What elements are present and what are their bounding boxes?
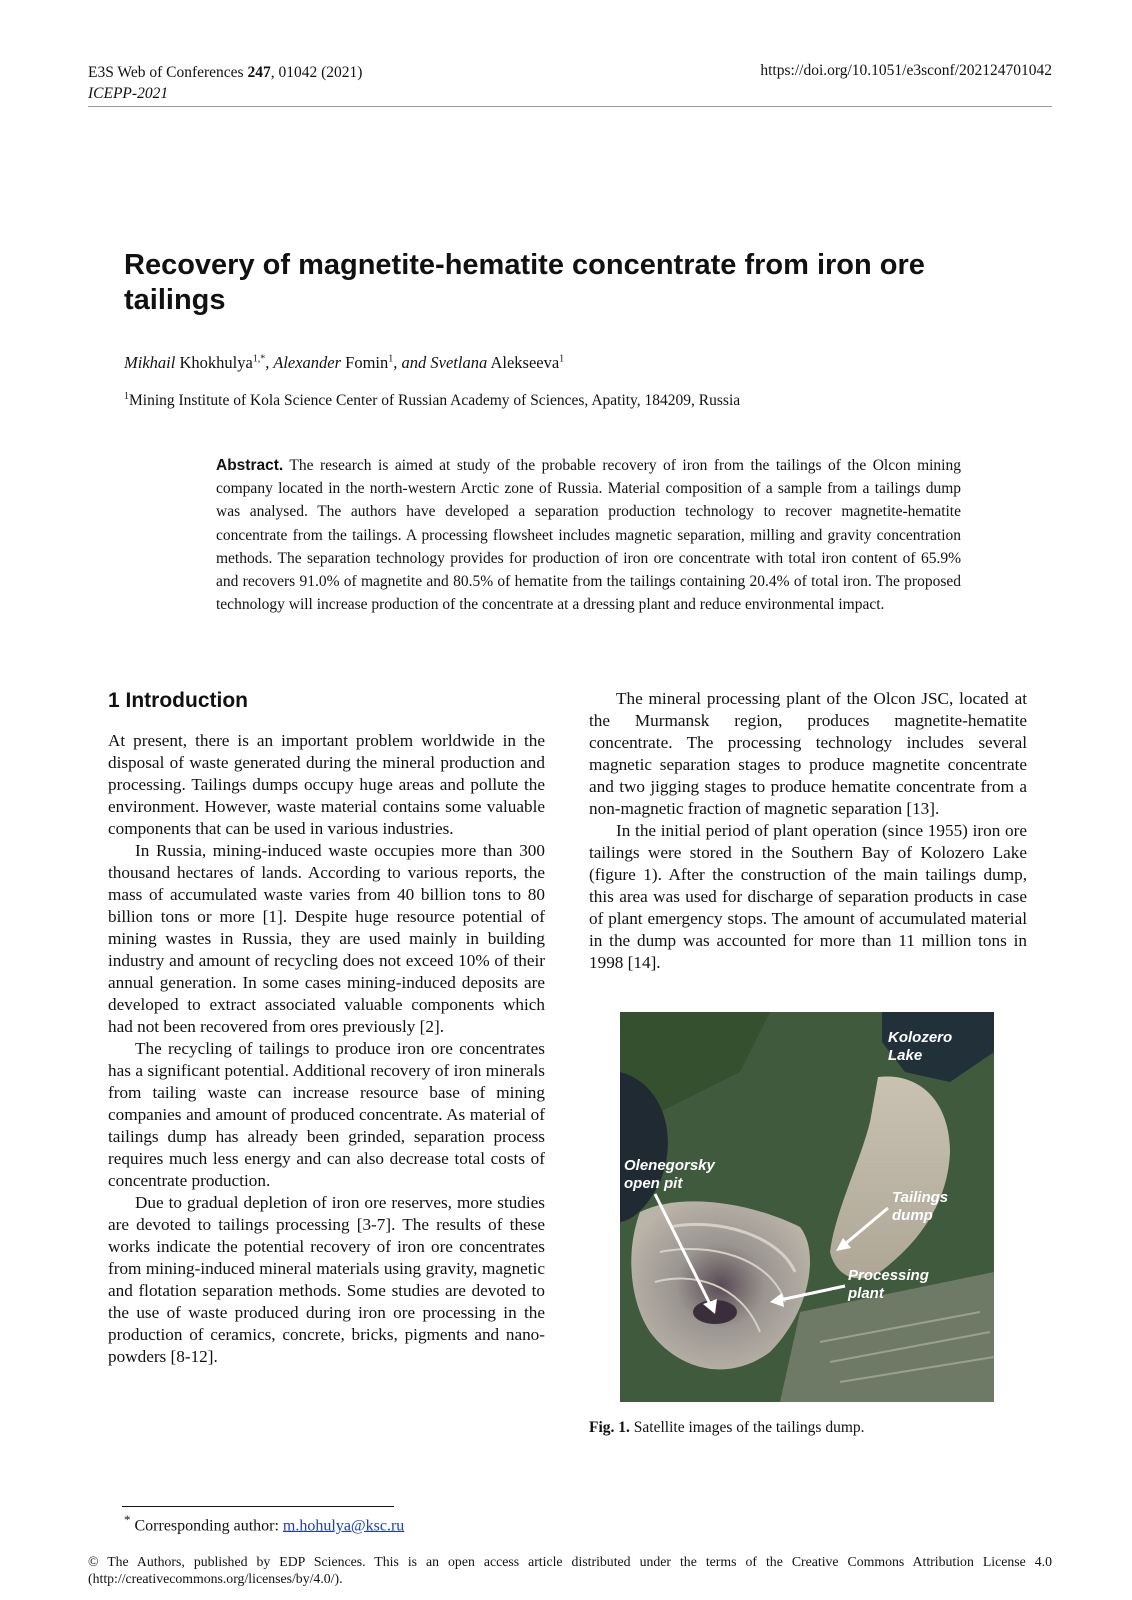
satellite-map bbox=[620, 1012, 994, 1402]
label-open-pit: open pit bbox=[624, 1175, 683, 1192]
right-column bbox=[589, 688, 1027, 974]
label-tailings: Tailings bbox=[892, 1189, 949, 1206]
label-processing: Processing bbox=[848, 1267, 929, 1284]
header-divider bbox=[88, 106, 1052, 107]
paragraph: At present, there is an important problem worldwide in the disposal of waste generated during the mineral production and processing. Tailings dumps occupy huge areas and pollute the environment. However, waste material contains some valuable components that can be used in various industries. bbox=[108, 731, 545, 838]
label-lake: Lake bbox=[888, 1047, 923, 1064]
abstract-text: The research is aimed at study of the probable recovery of iron from the tailings of the Olcon mining company located in the north-western Arctic zone of Russia. Material composition of a sample from a tailings dump was analysed. The authors have developed a separation production technology to recover magnetite-hematite concentrate from the tailings. A processing flowsheet includes magnetic separation, milling and gravity concentration methods. The separation technology provides for production of iron ore concentrate with total iron content of 65.9% and recovers 91.0% of magnetite and 80.5% of hematite from the tailings containing 20.4% of total iron. The proposed technology will increase production of the concentrate at a dressing plant and reduce environmental impact. bbox=[216, 457, 961, 614]
paragraph: The mineral processing plant of the Olcon JSC, located at the Murmansk region, produces magnetite-hematite concentrate. The processing technology includes several magnetic separation stages to produce magnetite concentrate and two jigging stages to produce hematite concentrate from a non-magnetic fraction of magnetic separation [13]. bbox=[589, 689, 1027, 818]
label-olenegorsky: Olenegorsky bbox=[624, 1157, 715, 1174]
section-heading: 1 Introduction bbox=[108, 689, 248, 712]
affiliation: $^1$Mining Institute of Kola Science Center of Russian Academy of Sciences, Apatity, 184209, Russia bbox=[124, 390, 741, 409]
label-plant: plant bbox=[848, 1285, 884, 1302]
author-email-link[interactable]: m.hohulya@ksc.ru bbox=[282, 1517, 405, 1535]
paragraph: In the initial period of plant operation (since 1955) iron ore tailings were stored in the Southern Bay of Kolozero Lake (figure 1). After the construction of the main tailings dump, this area was used for discharge of separation products in case of plant emergency stops. The amount of accumulated material in the dump was accounted for more than 11 million tons in 1998 [14]. bbox=[589, 821, 1027, 972]
abstract-label: Abstract. bbox=[216, 457, 284, 474]
paper-title: Recovery of magnetite-hematite concentrate from iron ore tailings bbox=[124, 249, 925, 316]
footnote: * Corresponding author: m.hohulya@ksc.ru bbox=[124, 1512, 405, 1535]
paragraph: In Russia, mining-induced waste occupies more than 300 thousand hectares of lands. According to various reports, the mass of accumulated waste varies from 40 billion tons to 80 billion tons or more [1]. Despite huge resource potential of mining wastes in Russia, they are used mainly in building industry and amount of recycling does not exceed 10% of their annual generation. In some cases mining-induced deposits are developed to extract associated valuable components which had not been recovered from ores previously [2]. bbox=[108, 841, 545, 1036]
figure-caption: Fig. 1. Satellite images of the tailings dump. bbox=[589, 1419, 865, 1436]
abstract bbox=[216, 454, 961, 616]
running-header-left bbox=[88, 62, 362, 104]
label-kolozero: Kolozero bbox=[888, 1029, 953, 1046]
license-notice: © The Authors, published by EDP Sciences. This is an open access article distributed under the terms of the Creative Commons Attribution License 4.0 (http://creativecommons.org/licenses/by/4.0/). bbox=[88, 1554, 1052, 1586]
label-dump: dump bbox=[892, 1207, 933, 1224]
satellite-image bbox=[620, 1012, 994, 1402]
footnote-divider bbox=[122, 1506, 394, 1507]
author-list: Mikhail Khokhulya$^{1,*}$, Alexander Fomin$^1$, and Svetlana Alekseeva$^1$ bbox=[124, 353, 565, 372]
doi-link[interactable]: https://doi.org/10.1051/e3sconf/202124701042 bbox=[760, 62, 1052, 79]
left-column bbox=[108, 688, 545, 1368]
conference-name: ICEPP-2021 bbox=[88, 85, 169, 102]
journal-citation: E3S Web of Conferences 247, 01042 (2021) bbox=[88, 64, 363, 81]
paragraph: Due to gradual depletion of iron ore reserves, more studies are devoted to tailings processing [3-7]. The results of these works indicate the potential recovery of iron ore concentrates from mining-induced mineral materials using gravity, magnetic and flotation separation methods. Some studies are devoted to the use of waste produced during iron ore processing in the production of ceramics, concrete, bricks, pigments and nano-powders [8-12]. bbox=[108, 1193, 545, 1366]
paragraph: The recycling of tailings to produce iron ore concentrates has a significant potential. Additional recovery of iron minerals from tailing waste can increase resource base of mining companies and amount of produced concentrate. As material of tailings dump has already been grinded, separation process requires much less energy and can also decrease total costs of concentrate production. bbox=[108, 1039, 545, 1190]
